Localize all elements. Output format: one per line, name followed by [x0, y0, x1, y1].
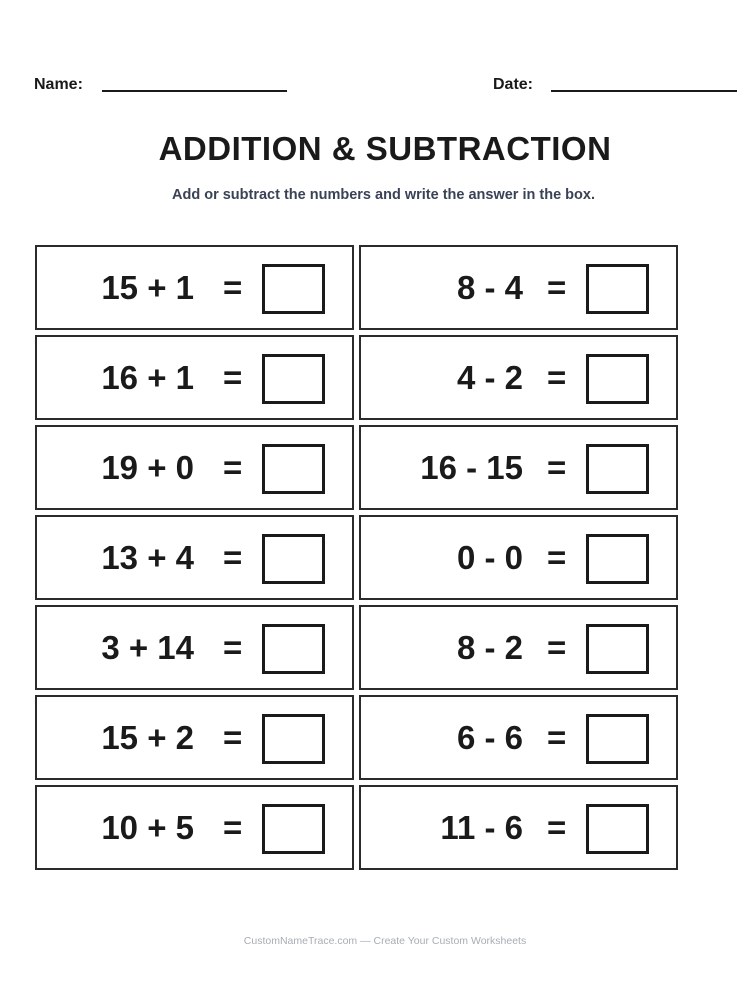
page-title: ADDITION & SUBTRACTION: [158, 130, 612, 167]
equals-sign: =: [547, 269, 567, 306]
answer-box[interactable]: [262, 354, 325, 404]
problem-cell: [359, 425, 678, 510]
equals-sign: =: [223, 629, 243, 666]
footer-credit: CustomNameTrace.com — Create Your Custom Worksheets: [243, 935, 527, 947]
problem-expression: 15 + 2: [101, 719, 194, 756]
equals-sign: =: [547, 809, 567, 846]
problem-expression: 0 - 0: [456, 539, 523, 576]
answer-box[interactable]: [262, 624, 325, 674]
problem-expression: 10 + 5: [101, 809, 194, 846]
answer-box[interactable]: [586, 624, 649, 674]
equals-sign: =: [223, 359, 243, 396]
equals-sign: =: [547, 359, 567, 396]
answer-box[interactable]: [262, 714, 325, 764]
answer-box[interactable]: [262, 264, 325, 314]
problem-expression: 13 + 4: [101, 539, 194, 576]
equals-sign: =: [223, 449, 243, 486]
equals-sign: =: [547, 629, 567, 666]
equals-sign: =: [547, 539, 567, 576]
problem-expression: 4 - 2: [456, 359, 523, 396]
header-row: [34, 76, 737, 96]
answer-box[interactable]: [586, 804, 649, 854]
problem-expression: 6 - 6: [456, 719, 523, 756]
answer-box[interactable]: [262, 444, 325, 494]
name-write-line[interactable]: [102, 90, 287, 92]
problem-cell: [35, 335, 354, 420]
instructions: Add or subtract the numbers and write the answer in the box.: [172, 187, 595, 203]
problem-cell: [35, 245, 354, 330]
answer-box[interactable]: [586, 264, 649, 314]
problem-expression: 11 - 6: [440, 809, 523, 846]
problem-cell: [35, 515, 354, 600]
equals-sign: =: [547, 449, 567, 486]
problem-cell: [359, 605, 678, 690]
problem-expression: 16 + 1: [101, 359, 194, 396]
answer-box[interactable]: [262, 534, 325, 584]
answer-box[interactable]: [586, 444, 649, 494]
date-label: Date:: [493, 76, 534, 93]
answer-box[interactable]: [586, 714, 649, 764]
problem-cell: [359, 335, 678, 420]
equals-sign: =: [223, 809, 243, 846]
problem-cell: [35, 425, 354, 510]
name-label: Name:: [34, 76, 83, 93]
problem-expression: 16 - 15: [420, 449, 523, 486]
problem-cell: [359, 515, 678, 600]
equals-sign: =: [223, 539, 243, 576]
problem-cell: [359, 245, 678, 330]
equals-sign: =: [223, 719, 243, 756]
problem-expression: 3 + 14: [101, 629, 194, 666]
problem-expression: 8 - 4: [456, 269, 523, 306]
equals-sign: =: [547, 719, 567, 756]
problem-expression: 8 - 2: [456, 629, 523, 666]
problem-cell: [359, 695, 678, 780]
answer-box[interactable]: [262, 804, 325, 854]
problem-expression: 19 + 0: [101, 449, 194, 486]
date-write-line[interactable]: [551, 90, 737, 92]
problem-expression: 15 + 1: [101, 269, 194, 306]
answer-box[interactable]: [586, 354, 649, 404]
problem-cell: [35, 695, 354, 780]
problem-grid: [35, 245, 682, 874]
problem-cell: [359, 785, 678, 870]
answer-box[interactable]: [586, 534, 649, 584]
problem-cell: [35, 605, 354, 690]
problem-cell: [35, 785, 354, 870]
equals-sign: =: [223, 269, 243, 306]
